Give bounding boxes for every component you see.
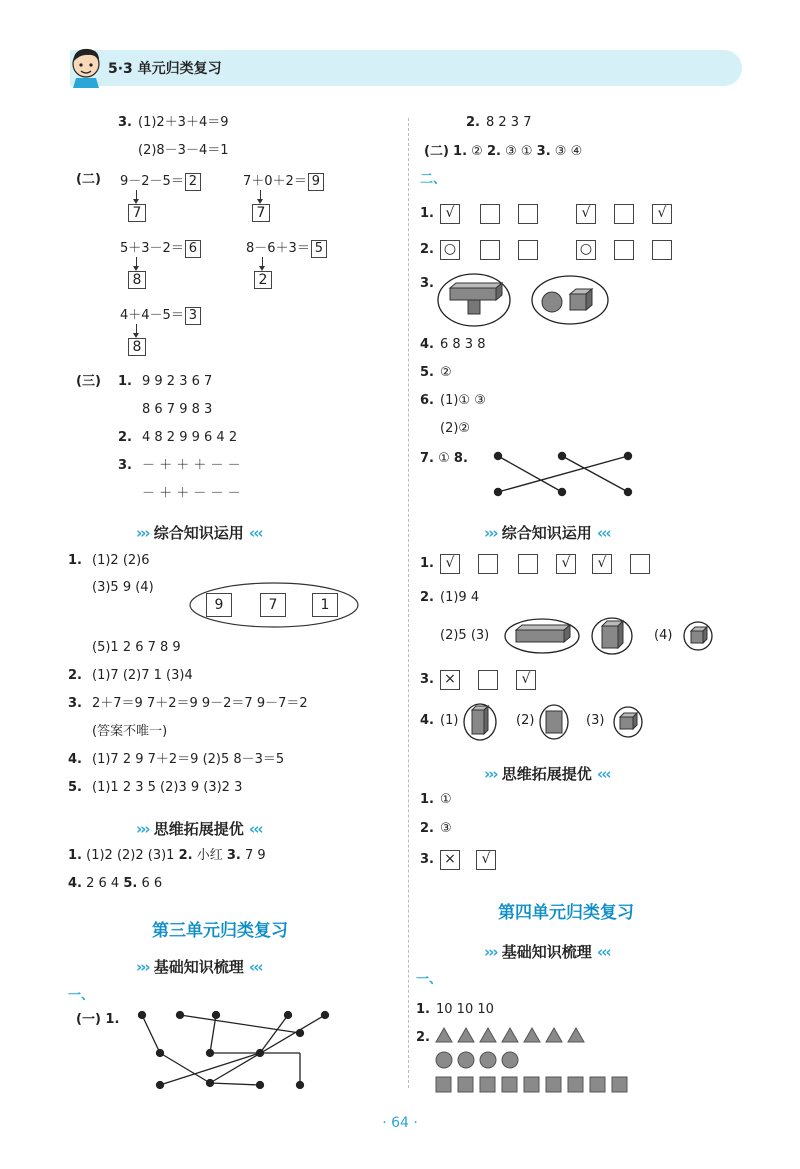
answer-box: 8 (128, 338, 146, 356)
section-heading: ››› 综合知识运用 ‹‹‹ (136, 524, 262, 542)
answer-text: ③ (440, 821, 452, 836)
boy-avatar-icon (66, 44, 106, 88)
check-box: × (440, 850, 460, 870)
circled-solids-icon (504, 616, 730, 656)
solid-shapes-icon (436, 272, 616, 328)
answer-text: (1)7 2 9 7＋2＝9 (2)5 8－3＝5 (92, 752, 285, 767)
answer-text: (2)② (440, 421, 471, 436)
check-box: ○ (576, 240, 596, 260)
item-number: 2. (68, 668, 82, 683)
section-label: 一、 (416, 972, 443, 987)
item-number: 3. (420, 672, 434, 687)
answer-box: 2 (254, 271, 272, 289)
answer-text: (3) (586, 713, 605, 728)
answer-text: (1)7 (2)7 1 (3)4 (92, 668, 193, 683)
check-box: √ (440, 554, 460, 574)
equation: 5＋3－2＝ 6 (120, 240, 201, 258)
item-number: 3. (118, 115, 132, 130)
answer-box: 7 (128, 204, 146, 222)
item-number: 2. (420, 242, 434, 257)
column-divider (408, 118, 409, 1088)
answer-box: 7 (252, 204, 270, 222)
check-box: √ (440, 204, 460, 224)
answer-text: (5)1 2 6 7 8 9 (92, 640, 181, 655)
section-heading: ››› 综合知识运用 ‹‹‹ (484, 524, 610, 542)
section-heading: ››› 思维拓展提优 ‹‹‹ (484, 765, 610, 783)
answer-text: (1)1 2 3 5 (2)3 9 (3)2 3 (92, 780, 243, 795)
item-number: 3. (68, 696, 82, 711)
number-card: 9 (206, 593, 232, 617)
item-number: 2. (420, 590, 434, 605)
number-card: 7 (260, 593, 286, 617)
check-box: √ (476, 850, 496, 870)
answer-text: (1)9 4 (440, 590, 480, 605)
check-box: √ (592, 554, 612, 574)
equation: 4＋4－5＝ 3 (120, 307, 201, 325)
matching-lines-diagram (490, 448, 636, 500)
section-heading: ››› 基础知识梳理 ‹‹‹ (136, 958, 262, 976)
item-number: 4. (420, 337, 434, 352)
item-number: 5. (68, 780, 82, 795)
check-box: √ (652, 204, 672, 224)
arrow-down-icon (136, 257, 137, 267)
item-number: 3. (420, 276, 434, 291)
answer-text: 4 8 2 9 9 6 4 2 (142, 430, 238, 445)
item-number: 4. (68, 752, 82, 767)
check-box (518, 554, 538, 574)
answer-text: 8 6 7 9 8 3 (142, 402, 213, 417)
answer-line: (二) 1. ② 2. ③ ① 3. ③ ④ (424, 144, 583, 159)
answer-text: ① (440, 792, 452, 807)
arrow-down-icon (136, 190, 137, 200)
check-box (478, 670, 498, 690)
section-label: 二、 (420, 172, 447, 187)
answer-text: 8 2 3 7 (486, 115, 532, 130)
answer-text: (2) (516, 713, 535, 728)
item-number: 2. (420, 821, 434, 836)
item-number: 2. (118, 430, 132, 445)
arrow-down-icon (136, 324, 137, 334)
answer-text: (3)5 9 (4) (92, 580, 154, 595)
check-box (518, 240, 538, 260)
answer-text: (1) (440, 713, 459, 728)
answer-text: (2)5 (3) (440, 628, 490, 643)
item-number: 3. (118, 458, 132, 473)
item-number: 4. (420, 713, 434, 728)
answer-text: ② (440, 365, 452, 380)
item-number: 6. (420, 393, 434, 408)
section-heading: ››› 基础知识梳理 ‹‹‹ (484, 943, 610, 961)
answer-text: 6 8 3 8 (440, 337, 486, 352)
item-number: 2. (466, 115, 480, 130)
answer-line: 4. 2 6 4 5. 6 6 (68, 876, 163, 891)
section-heading: ››› 思维拓展提优 ‹‹‹ (136, 820, 262, 838)
equation: 9－2－5＝ 2 (120, 173, 201, 191)
check-box (614, 204, 634, 224)
shape-counting-icon (434, 1026, 634, 1096)
answer-box: 8 (128, 271, 146, 289)
unit-title: 第三单元归类复习 (152, 921, 288, 941)
answer-text: － ＋ ＋ － － － (142, 486, 241, 501)
arrow-down-icon (262, 257, 263, 267)
section-label: (二) (76, 172, 101, 187)
unit-title: 第四单元归类复习 (498, 903, 634, 923)
check-box: √ (516, 670, 536, 690)
check-box: ○ (440, 240, 460, 260)
check-box (630, 554, 650, 574)
item-number: 1. (416, 1002, 430, 1017)
item-number: (一) 1. (76, 1012, 120, 1027)
item-number: 1. (68, 553, 82, 568)
check-box: × (440, 670, 460, 690)
answer-text: 2＋7＝9 7＋2＝9 9－2＝7 9－7＝2 (92, 696, 308, 711)
check-box (614, 240, 634, 260)
answer-text: (2)8－3－4＝1 (138, 143, 229, 158)
check-box (652, 240, 672, 260)
answer-text: (4) (654, 628, 673, 643)
check-box (480, 240, 500, 260)
answer-text: 9 9 2 3 6 7 (142, 374, 213, 389)
page-number: · 64 · (382, 1115, 418, 1131)
check-box (478, 554, 498, 574)
answer-text: (答案不唯一) (92, 724, 168, 739)
circled-solids-icon (462, 702, 652, 742)
answer-line: 7. ① 8. (420, 451, 468, 466)
check-box: √ (576, 204, 596, 224)
matching-lines-diagram (130, 1005, 340, 1095)
header-title: 5·3 单元归类复习 (108, 61, 222, 77)
check-box (480, 204, 500, 224)
check-box (518, 204, 538, 224)
item-number: 1. (420, 792, 434, 807)
item-number: 2. (416, 1030, 430, 1045)
item-number: 1. (420, 206, 434, 221)
number-card: 1 (312, 593, 338, 617)
section-label: (三) (76, 374, 101, 389)
answer-line: 1. (1)2 (2)2 (3)1 2. 小红 3. 7 9 (68, 848, 266, 863)
arrow-down-icon (260, 190, 261, 200)
item-number: 3. (420, 852, 434, 867)
check-box: √ (556, 554, 576, 574)
equation: 8－6＋3＝ 5 (246, 240, 327, 258)
answer-text: 10 10 10 (436, 1002, 494, 1017)
section-label: 一、 (68, 988, 95, 1003)
answer-text: (1)2＋3＋4＝9 (138, 115, 229, 130)
item-number: 1. (118, 374, 132, 389)
answer-text: － ＋ ＋ ＋ － － (142, 458, 241, 473)
answer-text: (1)① ③ (440, 393, 486, 408)
answer-text: (1)2 (2)6 (92, 553, 150, 568)
item-number: 1. (420, 556, 434, 571)
item-number: 5. (420, 365, 434, 380)
equation: 7＋0＋2＝ 9 (243, 173, 324, 191)
